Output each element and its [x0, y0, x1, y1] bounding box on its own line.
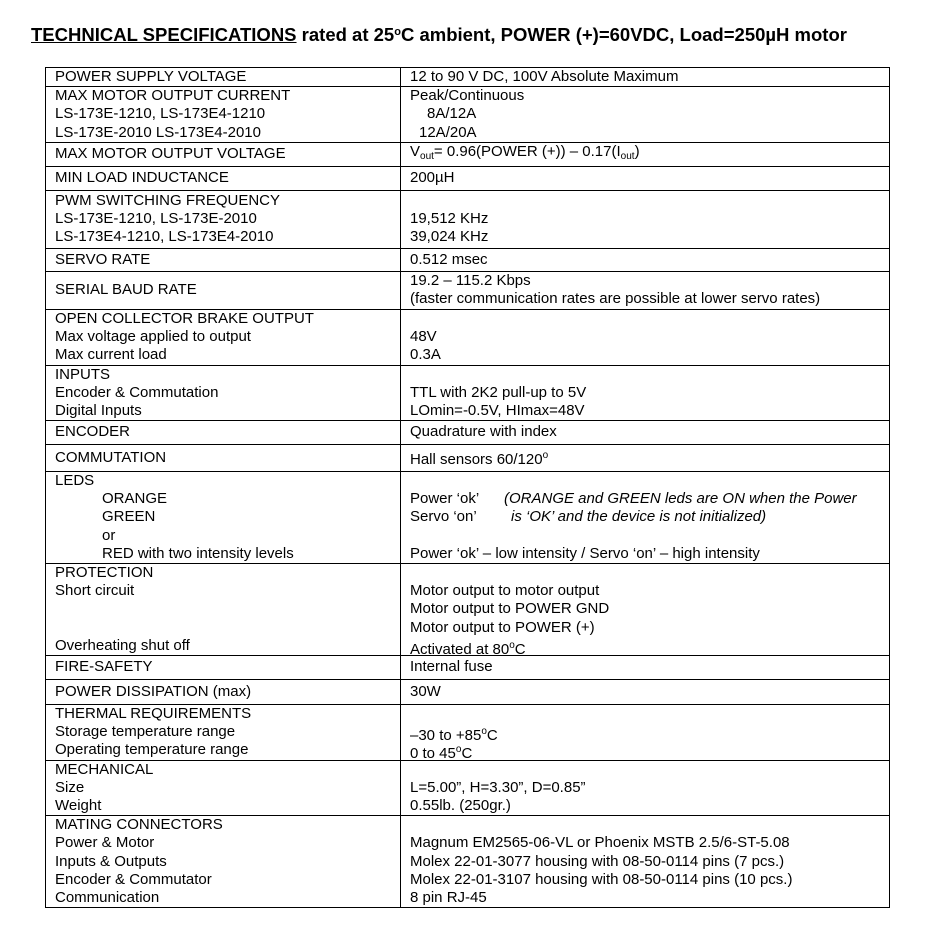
sub-label: Max current load: [55, 346, 167, 364]
value: 8A/12A: [427, 105, 477, 123]
label: SERVO RATE: [55, 250, 151, 268]
label: MATING CONNECTORS: [55, 816, 223, 834]
heading-rest: C ambient, POWER (+)=60VDC, Load=250µH motor: [400, 24, 847, 45]
row-max-motor-output-current: [46, 87, 890, 143]
value: Molex 22-01-3107 housing with 08-50-0114 pins (10 pcs.): [410, 870, 793, 888]
value: 12A/20A: [419, 123, 477, 141]
row-servo-rate: [46, 248, 890, 271]
label: LEDS: [55, 472, 95, 490]
value: Internal fuse: [410, 658, 493, 676]
heading-rated: rated at 25: [296, 24, 395, 45]
value: 12 to 90 V DC, 100V Absolute Maximum: [410, 68, 679, 85]
value: Hall sensors 60/120: [410, 450, 543, 468]
formula-v: V: [410, 142, 421, 160]
value: 0.55lb. (250gr.): [410, 797, 511, 815]
label: POWER DISSIPATION (max): [55, 682, 252, 700]
value: Activated at 80: [410, 640, 510, 656]
unit: C: [486, 727, 498, 745]
value: 0.512 msec: [410, 250, 488, 268]
sub-label: Overheating shut off: [55, 636, 190, 654]
label: MAX MOTOR OUTPUT VOLTAGE: [55, 145, 286, 163]
formula-end: ): [634, 142, 640, 160]
sub-label: Short circuit: [55, 582, 135, 600]
unit: C: [461, 745, 473, 761]
sub-label: Weight: [55, 797, 102, 815]
label: POWER SUPPLY VOLTAGE: [55, 68, 247, 85]
value: Power ‘ok’: [410, 490, 480, 508]
degree-sign: o: [455, 744, 462, 756]
formula: [401, 142, 890, 166]
sub-label: LS-173E4-1210, LS-173E4-2010: [55, 228, 274, 246]
sub-label: or: [102, 526, 116, 544]
row-protection: [46, 564, 890, 656]
value: Motor output to POWER (+): [410, 618, 595, 636]
label: FIRE-SAFETY: [55, 658, 153, 676]
row-power-supply-voltage: [46, 68, 890, 87]
sub-label: ORANGE: [102, 490, 168, 508]
value: 19.2 – 115.2 Kbps: [410, 271, 531, 289]
label: COMMUTATION: [55, 448, 167, 466]
row-commutation: [46, 445, 890, 472]
value: 200µH: [410, 169, 455, 187]
sub-label: LS-173E-2010 LS-173E4-2010: [55, 123, 261, 141]
row-leds: [46, 472, 890, 564]
value: 30W: [410, 682, 441, 700]
row-pwm-switching-frequency: [46, 190, 890, 248]
sub-label: Power & Motor: [55, 834, 155, 852]
degree-sign: o: [509, 639, 515, 651]
value: Power ‘ok’ – low intensity / Servo ‘on’ – high intensity: [410, 544, 760, 562]
row-max-motor-output-voltage: [46, 142, 890, 166]
sub-label: Storage temperature range: [55, 723, 236, 741]
value: 19,512 KHz: [410, 210, 489, 228]
unit: C: [514, 640, 526, 656]
sub-label: LS-173E-1210, LS-173E-2010: [55, 210, 257, 228]
value: Motor output to motor output: [410, 582, 600, 600]
label: THERMAL REQUIREMENTS: [55, 705, 252, 723]
sub-label: Inputs & Outputs: [55, 852, 167, 870]
row-power-dissipation: [46, 680, 890, 705]
value: Magnum EM2565-06-VL or Phoenix MSTB 2.5/6-ST-5.08: [410, 834, 790, 852]
value: 8 pin RJ-45: [410, 888, 487, 906]
value: Quadrature with index: [410, 423, 557, 441]
value: 0.3A: [410, 346, 441, 364]
formula-sub: out: [620, 150, 635, 162]
value: 48V: [410, 328, 437, 346]
label: MIN LOAD INDUCTANCE: [55, 169, 229, 187]
sub-label: Encoder & Commutation: [55, 383, 219, 401]
value: –30 to +85: [410, 727, 482, 745]
heading-underlined: TECHNICAL SPECIFICATIONS: [31, 24, 297, 45]
degree-sign: o: [481, 726, 487, 738]
row-mating-connectors: [46, 816, 890, 908]
row-min-load-inductance: [46, 166, 890, 190]
value: TTL with 2K2 pull-up to 5V: [410, 383, 587, 401]
row-thermal-requirements: [46, 705, 890, 761]
formula-mid: = 0.96(POWER (+)) – 0.17(I: [433, 142, 621, 160]
value: (faster communication rates are possible at lower servo rates): [410, 290, 821, 308]
label: PROTECTION: [55, 564, 154, 582]
label: INPUTS: [55, 365, 111, 383]
label: OPEN COLLECTOR BRAKE OUTPUT: [55, 309, 314, 327]
row-fire-safety: [46, 656, 890, 680]
label: PWM SWITCHING FREQUENCY: [55, 191, 280, 209]
page-heading: [31, 24, 847, 46]
value: Motor output to POWER GND: [410, 600, 610, 618]
label: MECHANICAL: [55, 760, 154, 778]
row-encoder: [46, 421, 890, 445]
formula-sub: out: [420, 150, 434, 162]
sub-label: Communication: [55, 888, 160, 906]
row-open-collector-brake-output: [46, 309, 890, 365]
note: is ‘OK’ and the device is not initialized): [511, 508, 767, 526]
sub-label: LS-173E-1210, LS-173E4-1210: [55, 105, 266, 123]
row-serial-baud-rate: [46, 271, 890, 309]
sub-label: Size: [55, 778, 85, 796]
value: 39,024 KHz: [410, 228, 489, 246]
sub-label: GREEN: [102, 508, 156, 526]
value: Peak/Continuous: [410, 87, 525, 105]
note: (ORANGE and GREEN leds are ON when the Power: [504, 490, 857, 508]
row-mechanical: [46, 760, 890, 816]
label: ENCODER: [55, 423, 131, 441]
label: SERIAL BAUD RATE: [55, 281, 197, 299]
label: MAX MOTOR OUTPUT CURRENT: [55, 87, 291, 105]
value: 0 to 45: [410, 745, 456, 761]
value: LOmin=-0.5V, HImax=48V: [410, 401, 585, 419]
degree-sign: o: [542, 449, 549, 461]
sub-label: Encoder & Commutator: [55, 870, 212, 888]
row-inputs: [46, 365, 890, 421]
heading-degree: o: [394, 26, 401, 38]
value: L=5.00”, H=3.30”, D=0.85”: [410, 778, 586, 796]
sub-label: RED with two intensity levels: [102, 544, 294, 562]
value: Servo ‘on’: [410, 508, 477, 526]
value: Molex 22-01-3077 housing with 08-50-0114 pins (7 pcs.): [410, 852, 785, 870]
sub-label: Digital Inputs: [55, 401, 142, 419]
sub-label: Max voltage applied to output: [55, 328, 251, 346]
specifications-table: [45, 67, 890, 908]
sub-label: Operating temperature range: [55, 741, 249, 759]
